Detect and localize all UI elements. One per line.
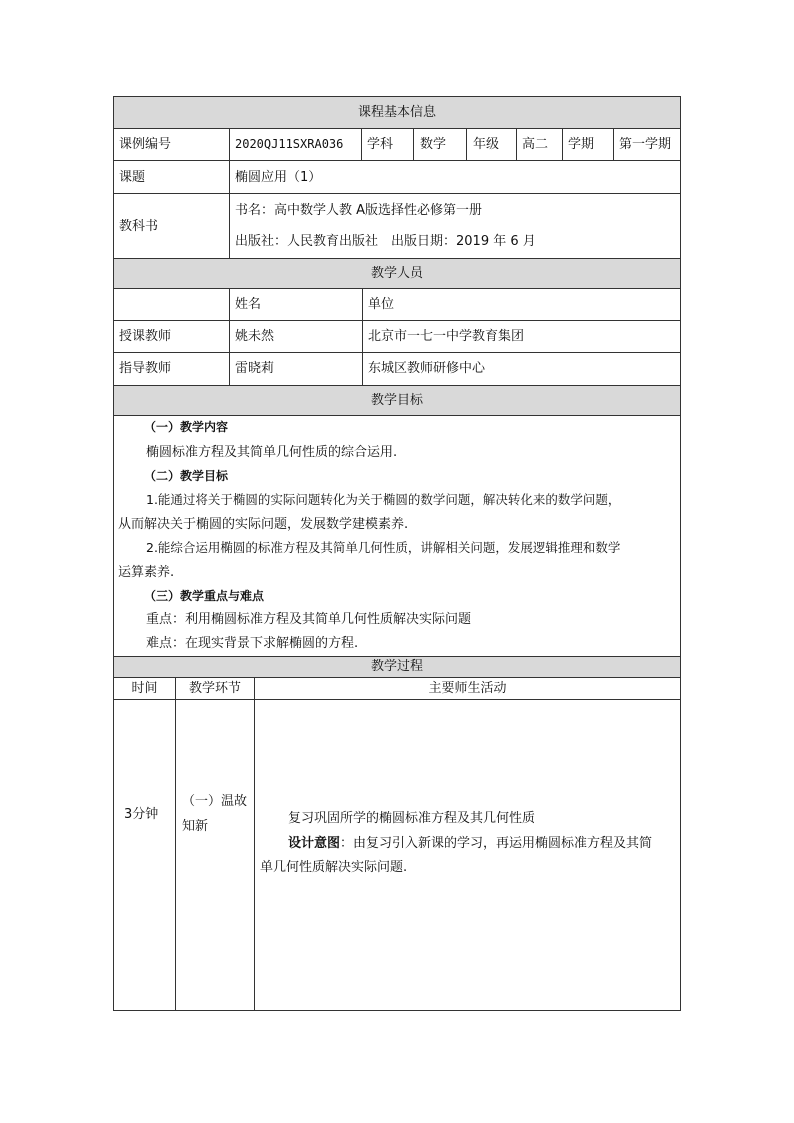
col-divider bbox=[254, 677, 255, 1011]
process-col-activity: 主要师生活动 bbox=[428, 681, 507, 696]
row-divider bbox=[113, 677, 681, 678]
goals-heading-objectives: （二）教学目标 bbox=[144, 469, 229, 483]
row-divider bbox=[113, 415, 681, 416]
staff-unit-header: 单位 bbox=[368, 297, 395, 312]
row-divider bbox=[113, 320, 681, 321]
goals-objective-2b: 运算素养. bbox=[118, 565, 175, 580]
process-activity: 复习巩固所学的椭圆标准方程及其几何性质 bbox=[288, 811, 536, 826]
process-step-line2: 知新 bbox=[182, 819, 209, 834]
row-divider bbox=[113, 160, 681, 161]
row-divider bbox=[113, 193, 681, 194]
process-col-step: 教学环节 bbox=[188, 681, 241, 696]
row-divider bbox=[113, 128, 681, 129]
col-divider bbox=[361, 128, 362, 160]
col-divider bbox=[362, 288, 363, 385]
grade-value: 高二 bbox=[522, 137, 549, 152]
staff-name-header: 姓名 bbox=[235, 297, 262, 312]
goals-heading-key-points: （三）教学重点与难点 bbox=[144, 589, 265, 603]
col-divider bbox=[229, 128, 230, 258]
subject-value: 数学 bbox=[420, 137, 447, 152]
staff-role: 指导教师 bbox=[119, 361, 172, 376]
goals-heading-content: （一）教学内容 bbox=[144, 420, 229, 434]
section-title-process: 教学过程 bbox=[370, 659, 423, 674]
goals-objective-2a: 2.能综合运用椭圆的标准方程及其简单几何性质，讲解相关问题，发展逻辑推理和数学 bbox=[146, 540, 621, 555]
course-id-value: 2020QJ11SXRA036 bbox=[235, 137, 344, 151]
goals-difficulty: 难点：在现实背景下求解椭圆的方程. bbox=[146, 636, 359, 651]
staff-name: 雷晓莉 bbox=[235, 361, 275, 376]
staff-unit: 北京市一七一中学教育集团 bbox=[368, 329, 525, 344]
textbook-name: 书名：高中数学人教 A版选择性必修第一册 bbox=[235, 203, 483, 218]
goals-objective-1a: 1.能通过将关于椭圆的实际问题转化为关于椭圆的数学问题，解决转化来的数学问题， bbox=[146, 492, 621, 507]
staff-role: 授课教师 bbox=[119, 329, 172, 344]
col-divider bbox=[175, 677, 176, 1011]
row-divider bbox=[113, 352, 681, 353]
section-title-goals: 教学目标 bbox=[370, 393, 423, 408]
row-divider bbox=[113, 699, 681, 700]
process-time: 3分钟 bbox=[124, 807, 159, 822]
staff-unit: 东城区教师研修中心 bbox=[368, 361, 486, 376]
process-col-time: 时间 bbox=[131, 681, 158, 696]
process-step-line1: （一）温故 bbox=[182, 794, 248, 809]
col-divider bbox=[466, 128, 467, 160]
row-divider bbox=[113, 288, 681, 289]
staff-name: 姚未然 bbox=[235, 329, 275, 344]
goals-objective-1b: 从而解决关于椭圆的实际问题，发展数学建模素养. bbox=[118, 517, 409, 532]
row-divider bbox=[113, 656, 681, 657]
row-divider bbox=[113, 385, 681, 386]
textbook-label: 教科书 bbox=[119, 219, 159, 234]
goals-content-text: 椭圆标准方程及其简单几何性质的综合运用. bbox=[146, 445, 398, 460]
term-label: 学期 bbox=[568, 137, 595, 152]
term-value: 第一学期 bbox=[619, 137, 672, 152]
col-divider bbox=[413, 128, 414, 160]
subject-label: 学科 bbox=[367, 137, 394, 152]
process-intent-line1 bbox=[288, 837, 652, 850]
course-id-label: 课例编号 bbox=[119, 137, 172, 152]
design-intent-label: 设计意图 bbox=[288, 836, 341, 851]
goals-key-point: 重点：利用椭圆标准方程及其简单几何性质解决实际问题 bbox=[146, 612, 472, 627]
col-divider bbox=[229, 288, 230, 385]
col-divider bbox=[516, 128, 517, 160]
col-divider bbox=[613, 128, 614, 160]
topic-label: 课题 bbox=[119, 170, 146, 185]
grade-label: 年级 bbox=[473, 137, 500, 152]
process-intent-line2: 单几何性质解决实际问题. bbox=[260, 860, 408, 875]
topic-value: 椭圆应用（1） bbox=[235, 170, 322, 185]
textbook-publisher: 出版社：人民教育出版社 出版日期：2019 年 6 月 bbox=[235, 234, 536, 249]
row-divider bbox=[113, 258, 681, 259]
col-divider bbox=[562, 128, 563, 160]
section-title-basic: 课程基本信息 bbox=[357, 105, 436, 120]
design-intent-text: ：由复习引入新课的学习，再运用椭圆标准方程及其简 bbox=[340, 836, 653, 851]
section-title-teachers: 教学人员 bbox=[370, 266, 423, 281]
